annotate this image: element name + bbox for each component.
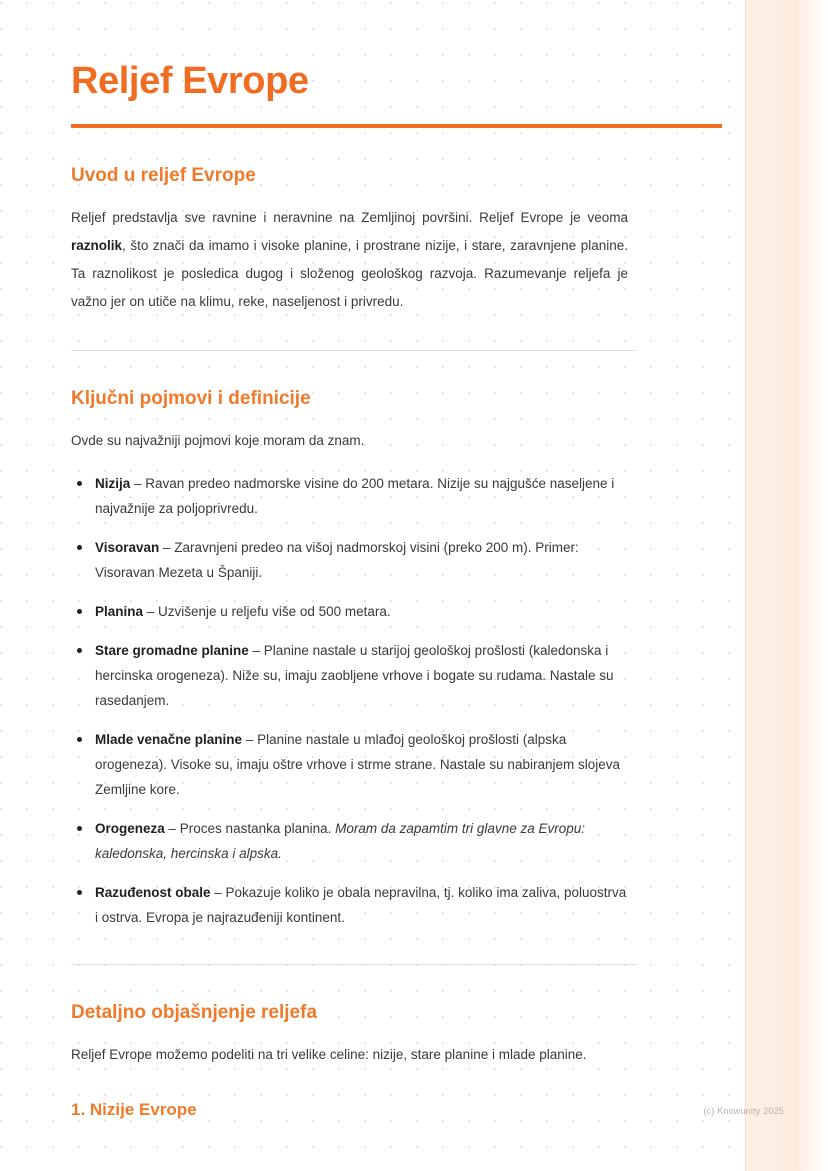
term-text: – Planine nastale u starijoj geološkoj prošlosti (kaledonska i hercinska orogeneza). Niže su, imaju zaobljene vrhove i bogate su rudama. Nastale su rasedanjem. <box>95 643 614 708</box>
list-item <box>71 535 628 585</box>
term-name: Stare gromadne planine <box>95 643 249 658</box>
term-name: Razuđenost obale <box>95 885 211 900</box>
terms-intro-paragraph: Ovde su najvažniji pojmovi koje moram da znam. <box>71 433 365 448</box>
section-divider-2 <box>71 964 636 965</box>
term-name: Planina <box>95 604 144 619</box>
term-text: – Proces nastanka planina. <box>164 821 336 836</box>
intro-paragraph <box>71 204 628 316</box>
term-text: – Zaravnjeni predeo na višoj nadmorskoj visini (preko 200 m). Primer: Visoravan Mezeta u Španiji. <box>95 540 579 580</box>
section-heading-intro: Uvod u reljef Evrope <box>71 165 256 186</box>
list-item <box>71 880 628 930</box>
list-item <box>71 638 628 713</box>
term-text: – Uzvišenje u reljefu više od 500 metara. <box>143 604 391 619</box>
term-text: – Pokazuje koliko je obala nepravilna, tj. koliko ima zaliva, poluostrva i ostrva. Evropa je najrazuđeniji kontinent. <box>95 885 627 925</box>
terms-list <box>71 471 628 930</box>
term-name: Orogeneza <box>95 821 165 836</box>
term-name: Nizija <box>95 476 131 491</box>
intro-text-b: , što znači da imamo i visoke planine, i prostrane nizije, i stare, zaravnjene planine. Ta raznolikost je posledica dugog i složenog geološkog razvoja. Razumevanje reljefa je važno jer on utiče na klimu, reke, naseljenost i privredu. <box>71 238 628 309</box>
title-underline <box>71 124 722 128</box>
section-heading-detail: Detaljno objašnjenje reljefa <box>71 1002 318 1023</box>
term-text: – Ravan predeo nadmorske visine do 200 metara. Nizije su najgušće naseljene i najvažnije za poljoprivredu. <box>95 476 615 516</box>
list-item <box>71 816 628 866</box>
subsection-heading-nizije: 1. Nizije Evrope <box>71 1100 197 1119</box>
page-title: Reljef Evrope <box>71 60 309 102</box>
term-name: Visoravan <box>95 540 160 555</box>
list-item <box>71 599 628 624</box>
detail-paragraph: Reljef Evrope možemo podeliti na tri velike celine: nizije, stare planine i mlade planine. <box>71 1047 587 1062</box>
intro-text-a: Reljef predstavlja sve ravnine i neravnine na Zemljinoj površini. Reljef Evrope je veoma <box>71 210 628 225</box>
section-divider-1 <box>71 350 636 351</box>
section-heading-terms: Ključni pojmovi i definicije <box>71 388 311 409</box>
list-item <box>71 471 628 521</box>
term-note: Moram da zapamtim tri glavne za Evropu: kaledonska, hercinska i alpska. <box>95 821 585 861</box>
list-item <box>71 727 628 802</box>
footer-credit: (c) Knowunity 2025 <box>703 1106 784 1116</box>
term-text: – Planine nastale u mlađoj geološkoj prošlosti (alpska orogeneza). Visoke su, imaju oštre vrhove i strme strane. Nastale su nabiranjem slojeva Zemljine kore. <box>95 732 620 797</box>
intro-text-bold: raznolik <box>71 238 123 253</box>
term-name: Mlade venačne planine <box>95 732 243 747</box>
